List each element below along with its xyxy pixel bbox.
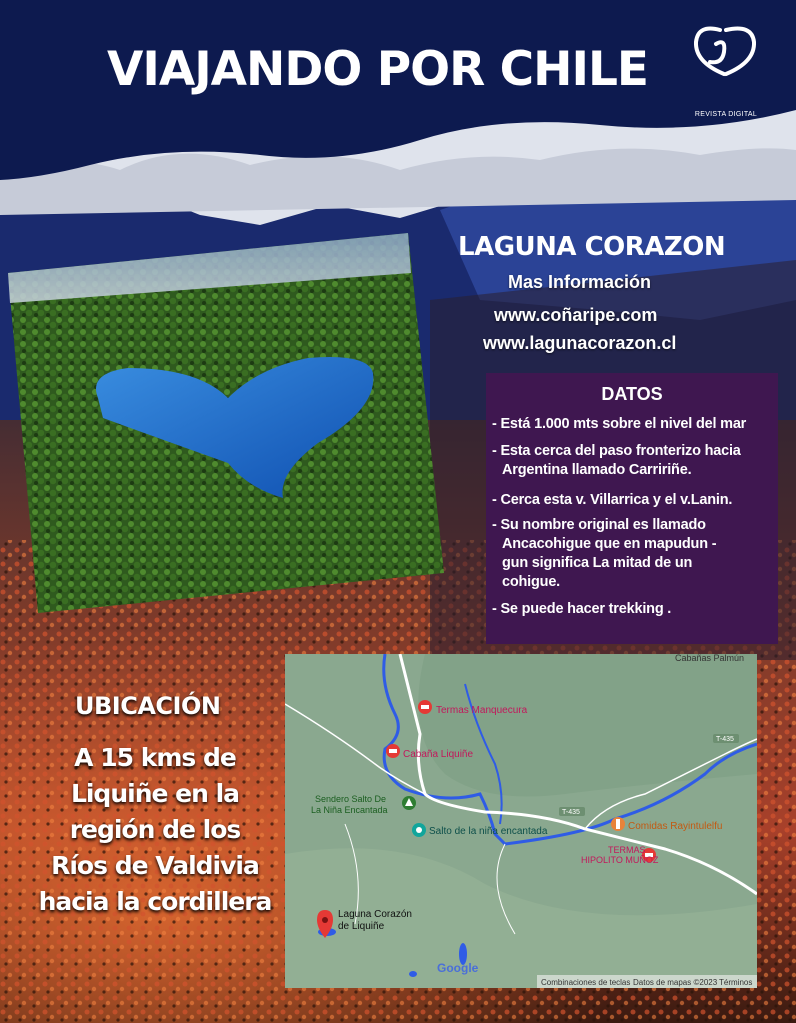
- map-label: Cabañas Palmún: [675, 654, 745, 663]
- ubicacion-line: región de los: [69, 815, 241, 844]
- ubicacion-line: A 15 kms de: [74, 743, 236, 772]
- ubicacion-line: hacia la cordillera: [38, 887, 272, 916]
- datos-line: - Está 1.000 mts sobre el nivel del mar: [492, 416, 747, 432]
- datos-line: - Su nombre original es llamado: [492, 517, 706, 533]
- datos-line: gun significa La mitad de un: [502, 555, 693, 571]
- map-label: HIPOLITO MUÑOZ: [581, 855, 659, 865]
- datos-panel: [486, 373, 778, 644]
- map-label: Laguna Corazón: [338, 909, 412, 920]
- hotel-pin-icon[interactable]: [386, 744, 400, 758]
- location-map[interactable]: [285, 654, 757, 988]
- map-label: Cabaña Liquiñe: [403, 749, 474, 760]
- hotel-pin-icon[interactable]: [418, 700, 432, 714]
- map-footer-data: Datos de mapas ©2023: [633, 978, 718, 987]
- datos-item: [492, 442, 776, 480]
- heart-swirl-logo-icon: [690, 22, 760, 82]
- map-footer-terms[interactable]: Términos: [719, 978, 753, 987]
- map-label: Termas Manquecura: [436, 705, 528, 716]
- map-label: La Niña Encantada: [311, 805, 388, 815]
- ubicacion-text: [20, 740, 290, 920]
- map-label: Sendero Salto De: [315, 794, 387, 804]
- datos-line: cohigue.: [502, 574, 561, 590]
- map-label: Comidas Rayintulelfu: [628, 821, 723, 832]
- datos-line: - Cerca esta v. Villarrica y el v.Lanin.: [492, 492, 733, 508]
- ubicacion-title: UBICACIÓN: [75, 692, 221, 720]
- ubicacion-line: Liquiñe en la: [70, 779, 240, 808]
- lake-marker: [409, 971, 417, 977]
- datos-item: [492, 415, 776, 434]
- heart-lake-photo: [8, 233, 444, 613]
- website-link[interactable]: www.lagunacorazon.cl: [483, 333, 677, 353]
- feature-title: LAGUNA CORAZON: [458, 232, 726, 262]
- datos-line: - Esta cerca del paso fronterizo hacia: [492, 443, 741, 459]
- datos-title: DATOS: [601, 384, 663, 404]
- map-label: Salto de la niña encantada: [429, 826, 548, 837]
- datos-item: [492, 516, 776, 592]
- road-label: T-435: [562, 809, 580, 816]
- logo-caption: REVISTA DIGITAL: [694, 111, 758, 118]
- map-canvas[interactable]: [285, 654, 757, 988]
- datos-item: [492, 600, 776, 619]
- website-link[interactable]: www.coñaripe.com: [494, 305, 658, 325]
- park-pin-icon[interactable]: [402, 796, 416, 810]
- map-footer-shortcuts[interactable]: Combinaciones de teclas: [541, 978, 631, 987]
- magazine-title: VIAJANDO POR CHILE: [106, 42, 649, 97]
- food-pin-icon[interactable]: [611, 817, 625, 831]
- map-label: de Liquiñe: [338, 921, 385, 932]
- datos-line: Ancacohigue que en mapudun -: [502, 536, 717, 552]
- attraction-pin-icon[interactable]: [412, 823, 426, 837]
- road-label: T-435: [716, 736, 734, 743]
- map-label: TERMAS: [608, 845, 646, 855]
- datos-item: [492, 491, 776, 510]
- google-logo: Google: [437, 961, 479, 975]
- ubicacion-line: Ríos de Valdivia: [51, 851, 259, 880]
- datos-line: Argentina llamado Carririñe.: [502, 462, 692, 478]
- more-info-label: Mas Información: [508, 272, 652, 292]
- datos-line: - Se puede hacer trekking .: [492, 601, 672, 617]
